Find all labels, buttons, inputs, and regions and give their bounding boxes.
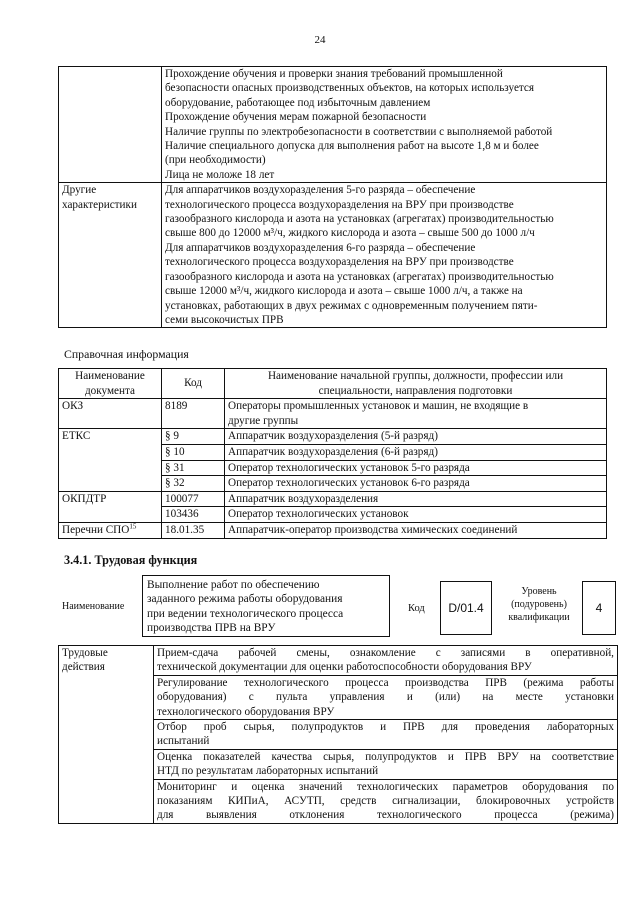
action-word: Регулирование [157, 676, 228, 689]
function-name-box: Выполнение работ по обеспечению заданного режима работы оборудования при ведении технологического процесса производства ПРВ на ВРУ [142, 575, 390, 637]
action-word: лабораторных [546, 721, 614, 734]
action-line [157, 720, 614, 734]
action-word: показаниям [157, 795, 213, 808]
action-line: технологического оборудования ВРУ [157, 705, 335, 718]
action-word: оперативной, [550, 647, 614, 659]
table-row [59, 183, 607, 328]
footnote-marker: 15 [129, 522, 137, 531]
labor-actions-label: Трудовые действия [59, 646, 154, 824]
action-word: на [529, 750, 541, 763]
action-word: соответствие [551, 750, 614, 763]
action-word: (режима [523, 676, 564, 689]
code-cell: 18.01.35 [162, 522, 225, 538]
header-description: Наименование начальной группы, должности, профессии или специальности, направления подготовки [225, 369, 607, 399]
code-cell: 103436 [162, 507, 225, 523]
table-row [59, 646, 618, 676]
action-word: оборудования [522, 780, 588, 793]
action-word: оборудования) [157, 691, 227, 704]
action-line [157, 750, 614, 764]
table-row [59, 67, 607, 183]
action-word: сырья, [243, 721, 275, 734]
action-word: проб [203, 721, 227, 734]
action-word: сигнализации, [392, 795, 461, 808]
code-cell: § 9 [162, 429, 225, 445]
action-word: технологического [376, 809, 462, 822]
action-word: оценка [251, 780, 285, 793]
action-cell [154, 720, 618, 750]
action-word: ПРВ [464, 750, 487, 763]
description-cell: Аппаратчик воздухоразделения (5-й разряд) [225, 429, 607, 445]
action-word: и [231, 780, 238, 793]
action-word: Прием-сдача [157, 647, 219, 659]
table-row [59, 399, 607, 429]
action-line [157, 676, 614, 690]
action-word: ознакомление [349, 647, 416, 659]
action-word: Отбор [157, 721, 187, 734]
action-word: записями [460, 647, 506, 659]
qualification-level-box: 4 [582, 581, 616, 635]
action-word: качества [271, 750, 313, 763]
action-word: параметров [452, 780, 508, 793]
action-word: рабочей [238, 647, 277, 659]
function-code-box: D/01.4 [440, 581, 492, 635]
action-cell [154, 779, 618, 823]
action-word: и [447, 750, 454, 763]
action-word: устройств [566, 795, 614, 808]
action-word: (или) [435, 691, 461, 704]
action-line [157, 690, 614, 704]
requirements-table [58, 66, 607, 328]
action-word: и [380, 721, 387, 734]
action-word: ВРУ [497, 750, 519, 763]
action-line [157, 808, 614, 822]
requirements-cell: Прохождение обучения и проверки знания требований промышленной безопасности опасных производственных объектов, на которых используется оборудование, работающее под избыточным давлением Прохождение обучения мерам пожарной безопасности Наличие группы по электробезопасности в соответствии с выполняемой работой Наличие специального допуска для выполнения работ на высоте 1,8 м и более (при необходимости) Лица не моложе 18 лет [162, 67, 607, 183]
action-line [157, 646, 614, 660]
description-cell: Аппаратчик-оператор производства химических соединений [225, 522, 607, 538]
action-cell [154, 675, 618, 719]
labor-function-title: 3.4.1. Трудовая функция [64, 553, 198, 567]
action-word: блокировочных [476, 795, 551, 808]
action-word: на [482, 691, 494, 704]
doc-name-cell: ОКЗ [59, 399, 162, 429]
action-word: и [406, 691, 413, 704]
labor-function-header [58, 575, 618, 637]
action-word: технологического [243, 676, 329, 689]
description-cell: Оператор технологических установок 5-го разряда [225, 460, 607, 476]
description-cell: Операторы промышленных установок и машин, не входящие в другие группы [225, 399, 607, 429]
table-row [59, 491, 607, 507]
action-word: по [602, 780, 614, 793]
action-word: АСУТП, [284, 795, 325, 808]
table-row [59, 429, 607, 445]
action-word: сырья, [323, 750, 355, 763]
code-cell: § 32 [162, 476, 225, 492]
action-cell [154, 646, 618, 676]
action-word: в [525, 647, 531, 659]
action-word: установки [565, 691, 614, 704]
action-word: значений [298, 780, 343, 793]
qualification-level-label: Уровень (подуровень) квалификации [508, 586, 570, 623]
action-word: пульта [275, 691, 308, 704]
code-cell: § 10 [162, 444, 225, 460]
action-word: смены, [296, 647, 330, 659]
action-word: (режима) [570, 809, 614, 822]
code-cell: 100077 [162, 491, 225, 507]
labor-actions-table [58, 645, 618, 824]
description-cell: Оператор технологических установок [225, 507, 607, 523]
action-word: выявления [206, 809, 257, 822]
requirements-label-cell [59, 67, 162, 183]
action-word: Оценка [157, 750, 193, 763]
code-cell: 8189 [162, 399, 225, 429]
action-word: процесса [494, 809, 538, 822]
code-cell: § 31 [162, 460, 225, 476]
page-number: 24 [314, 34, 326, 46]
code-label: Код [408, 603, 425, 614]
action-word: ПРВ [402, 721, 425, 734]
action-word: для [157, 809, 174, 822]
reference-table [58, 368, 607, 539]
header-code: Код [162, 369, 225, 399]
action-line: испытаний [157, 735, 210, 748]
action-word: Мониторинг [157, 780, 217, 793]
action-word: отклонения [289, 809, 345, 822]
action-word: управления [329, 691, 385, 704]
action-word: производства [405, 676, 469, 689]
other-characteristics-cell: Для аппаратчиков воздухоразделения 5-го разряда – обеспечение технологического процесса воздухоразделения на ВРУ при производстве газообразного кислорода и азота на установках (агрегатах) производительностью свыше 800 до 12000 м³/ч, жидкого кислорода и азота – свыше 500 до 1000 л/ч Для аппаратчиков воздухоразделения 6-го разряда – обеспечение технологического процесса воздухоразделения на ВРУ при производстве газообразного кислорода и азота на установках (агрегатах) производительностью свыше 12000 м³/ч, жидкого кислорода и азота – свыше 1000 л/ч, а также на установках, работающих в двух режимах с одновременным получением пяти- семи высокочистых ПРВ [162, 183, 607, 328]
action-word: показателей [203, 750, 261, 763]
action-word: полупродуктов [365, 750, 437, 763]
action-word: полупродуктов [291, 721, 364, 734]
description-cell: Аппаратчик воздухоразделения [225, 491, 607, 507]
doc-name-cell: ОКПДТР [59, 491, 162, 522]
action-word: проведения [474, 721, 530, 734]
action-word: работы [579, 676, 614, 689]
reference-section-title: Справочная информация [64, 347, 189, 361]
doc-name-cell: ЕТКС [59, 429, 162, 491]
action-word: технологических [356, 780, 439, 793]
action-word: средств [340, 795, 377, 808]
action-line [157, 794, 614, 808]
action-word: КИПиА, [228, 795, 269, 808]
header-document-name: Наименование документа [59, 369, 162, 399]
action-line [157, 780, 614, 794]
action-word: ПРВ [485, 676, 507, 689]
description-cell: Оператор технологических установок 6-го разряда [225, 476, 607, 492]
table-header-row [59, 369, 607, 399]
action-word: с [248, 691, 254, 704]
name-label: Наименование [62, 601, 125, 612]
action-line: технической документации для оценки работоспособности оборудования ВРУ [157, 661, 532, 674]
action-cell [154, 749, 618, 779]
action-line: НТД по результатам лабораторных испытаний [157, 765, 379, 778]
other-characteristics-label: Другие характеристики [59, 183, 162, 328]
action-word: с [435, 647, 441, 659]
action-word: месте [515, 691, 543, 704]
action-word: для [441, 721, 459, 734]
action-word: процесса [345, 676, 389, 689]
table-row [59, 522, 607, 538]
doc-name-cell: Перечни СПО$^{15}$ [59, 522, 162, 538]
description-cell: Аппаратчик воздухоразделения (6-й разряд) [225, 444, 607, 460]
